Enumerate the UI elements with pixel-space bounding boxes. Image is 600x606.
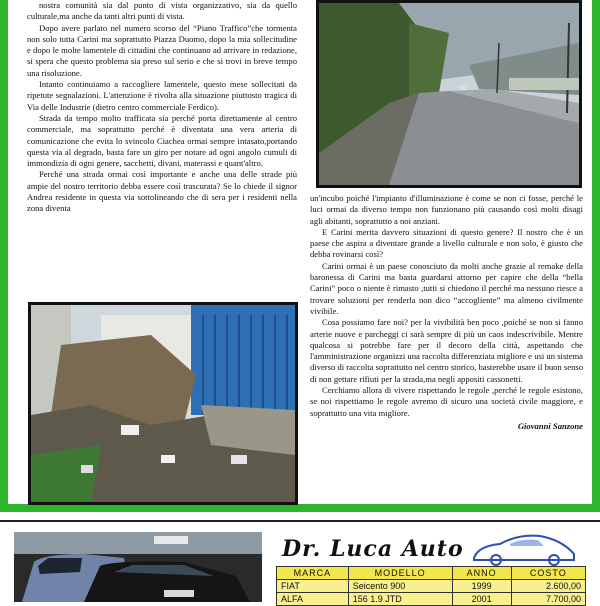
cell-price: 2.600,00 — [511, 580, 585, 593]
street-photo — [316, 0, 582, 188]
cell-model: Seicento 900 — [348, 580, 452, 593]
paragraph: Cosa possiamo fare noi? per la vivibilità ben poco ,poiché se non si fanno arterie nuove e parcheggi ci sarà sempre di più un caos indescrivibile. Mentre qualcosa si potrebbe fare per il decoro della città, aspettando che l'amministrazione organizzi una raccolta differenziata migliore e usi un sistema diverso di raccolta soprattutto nel centro storico, basterebbe usare il buon senso di non gettare rifiuti per la strada,ma negli appositi cassonetti. — [310, 317, 583, 384]
green-border-bottom — [0, 504, 600, 512]
car-photo — [14, 532, 262, 602]
cell-price: 7.700,00 — [511, 593, 585, 606]
green-border-left — [0, 0, 8, 512]
column-header: MARCA — [277, 567, 349, 580]
article-column-right — [310, 193, 583, 503]
paragraph: Cerchiamo allora di vivere rispettando le regole ,perché le regole esistono, se noi rispettiamo le regole avremo di sicuro una società civile maggiore, e soprattutto una vita migliore. — [310, 385, 583, 418]
cell-year: 2001 — [452, 593, 511, 606]
green-border-right — [592, 0, 600, 512]
paragraph: un'incubo poiché l'impianto d'illuminazione è come se non ci fosse, perché le luci ormai da diverso tempo non funzionano più causando così molti disagi agli abitanti, soprattutto a noi anziani. — [310, 193, 583, 226]
paragraph: E Carini merita davvero situazioni di questo genere? Il nostro che è un paese che aspira a diventare grande a livello culturale e non solo, è giusto che debba rovinarsi così? — [310, 226, 583, 260]
garbage-photo — [28, 302, 298, 505]
paragraph: Intanto continuiamo a raccogliere lamentele, questo mese sollecitati da ripetute segnalazioni. L'attenzione è rivolta alla situazione piuttosto tragica di Via delle Industrie (dietro centro commerciale Ferdico). — [27, 79, 297, 112]
table-row — [277, 593, 586, 606]
article-column-left — [27, 0, 297, 290]
author-signature: Giovanni Sanzone — [517, 420, 583, 431]
car-dealer-ad — [0, 520, 600, 602]
table-row — [277, 580, 586, 593]
cell-year: 1999 — [452, 580, 511, 593]
paragraph: Perché una strada ormai così importante e anche una delle strade più ampie del nostro territorio debba essere così trascurata? Se lo chiede il signor Andrea residente in questa via sottolineando che di sera per i residenti nella zona diventa — [27, 169, 297, 214]
cell-brand: ALFA — [277, 593, 349, 606]
paragraph: Carini ormai è un paese conosciuto da molti anche grazie al remake della baronessa di Carini ma basta guardarsi attorno per capire che della “bella Carini” poco o niente è rimasto ,tutti si chiedono il perché ma nessuno riesce a trovare soluzioni per renderla non dico “accogliente” ma almeno civilmente vivibile. — [310, 260, 583, 316]
table-header-row — [277, 567, 586, 580]
column-header: MODELLO — [348, 567, 452, 580]
price-table — [276, 566, 586, 606]
dealer-name: Dr. Luca Auto — [282, 536, 464, 562]
car-logo-icon — [470, 532, 580, 566]
column-header: ANNO — [452, 567, 511, 580]
paragraph: Strada da tempo molto trafficata sia perché porta direttamente al centro commerciale, ma soprattutto perché è diventata una vera arteria di comunicazione che evita lo svincolo Ciachea ormai sempre intasato,portando questa via al degrado, basta fare un giro per notare ad ogni angolo cumuli di immondizia di ogni genere, sacchetti, divani, materassi e quant'altro. — [27, 112, 297, 169]
cell-brand: FIAT — [277, 580, 349, 593]
paragraph: Dopo avere parlato nel numero scorso del “Piano Traffico”che tormenta non solo tutta Carini ma soprattutto Piazza Duomo, dopo la mia sollecitudine e dopo le molte lamentele di cittadini che continuano ad arrivare in redazione, si spera che questo problema sia preso sul serio e che si trovi in breve tempo una risoluzione. — [27, 22, 297, 78]
column-header: COSTO — [511, 567, 585, 580]
paragraph: nostra comunità sia dal punto di vista organizzativo, sia da quello culturale,ma anche da tanti altri punti di vista. — [27, 0, 297, 22]
cell-model: 156 1.9 JTD — [348, 593, 452, 606]
